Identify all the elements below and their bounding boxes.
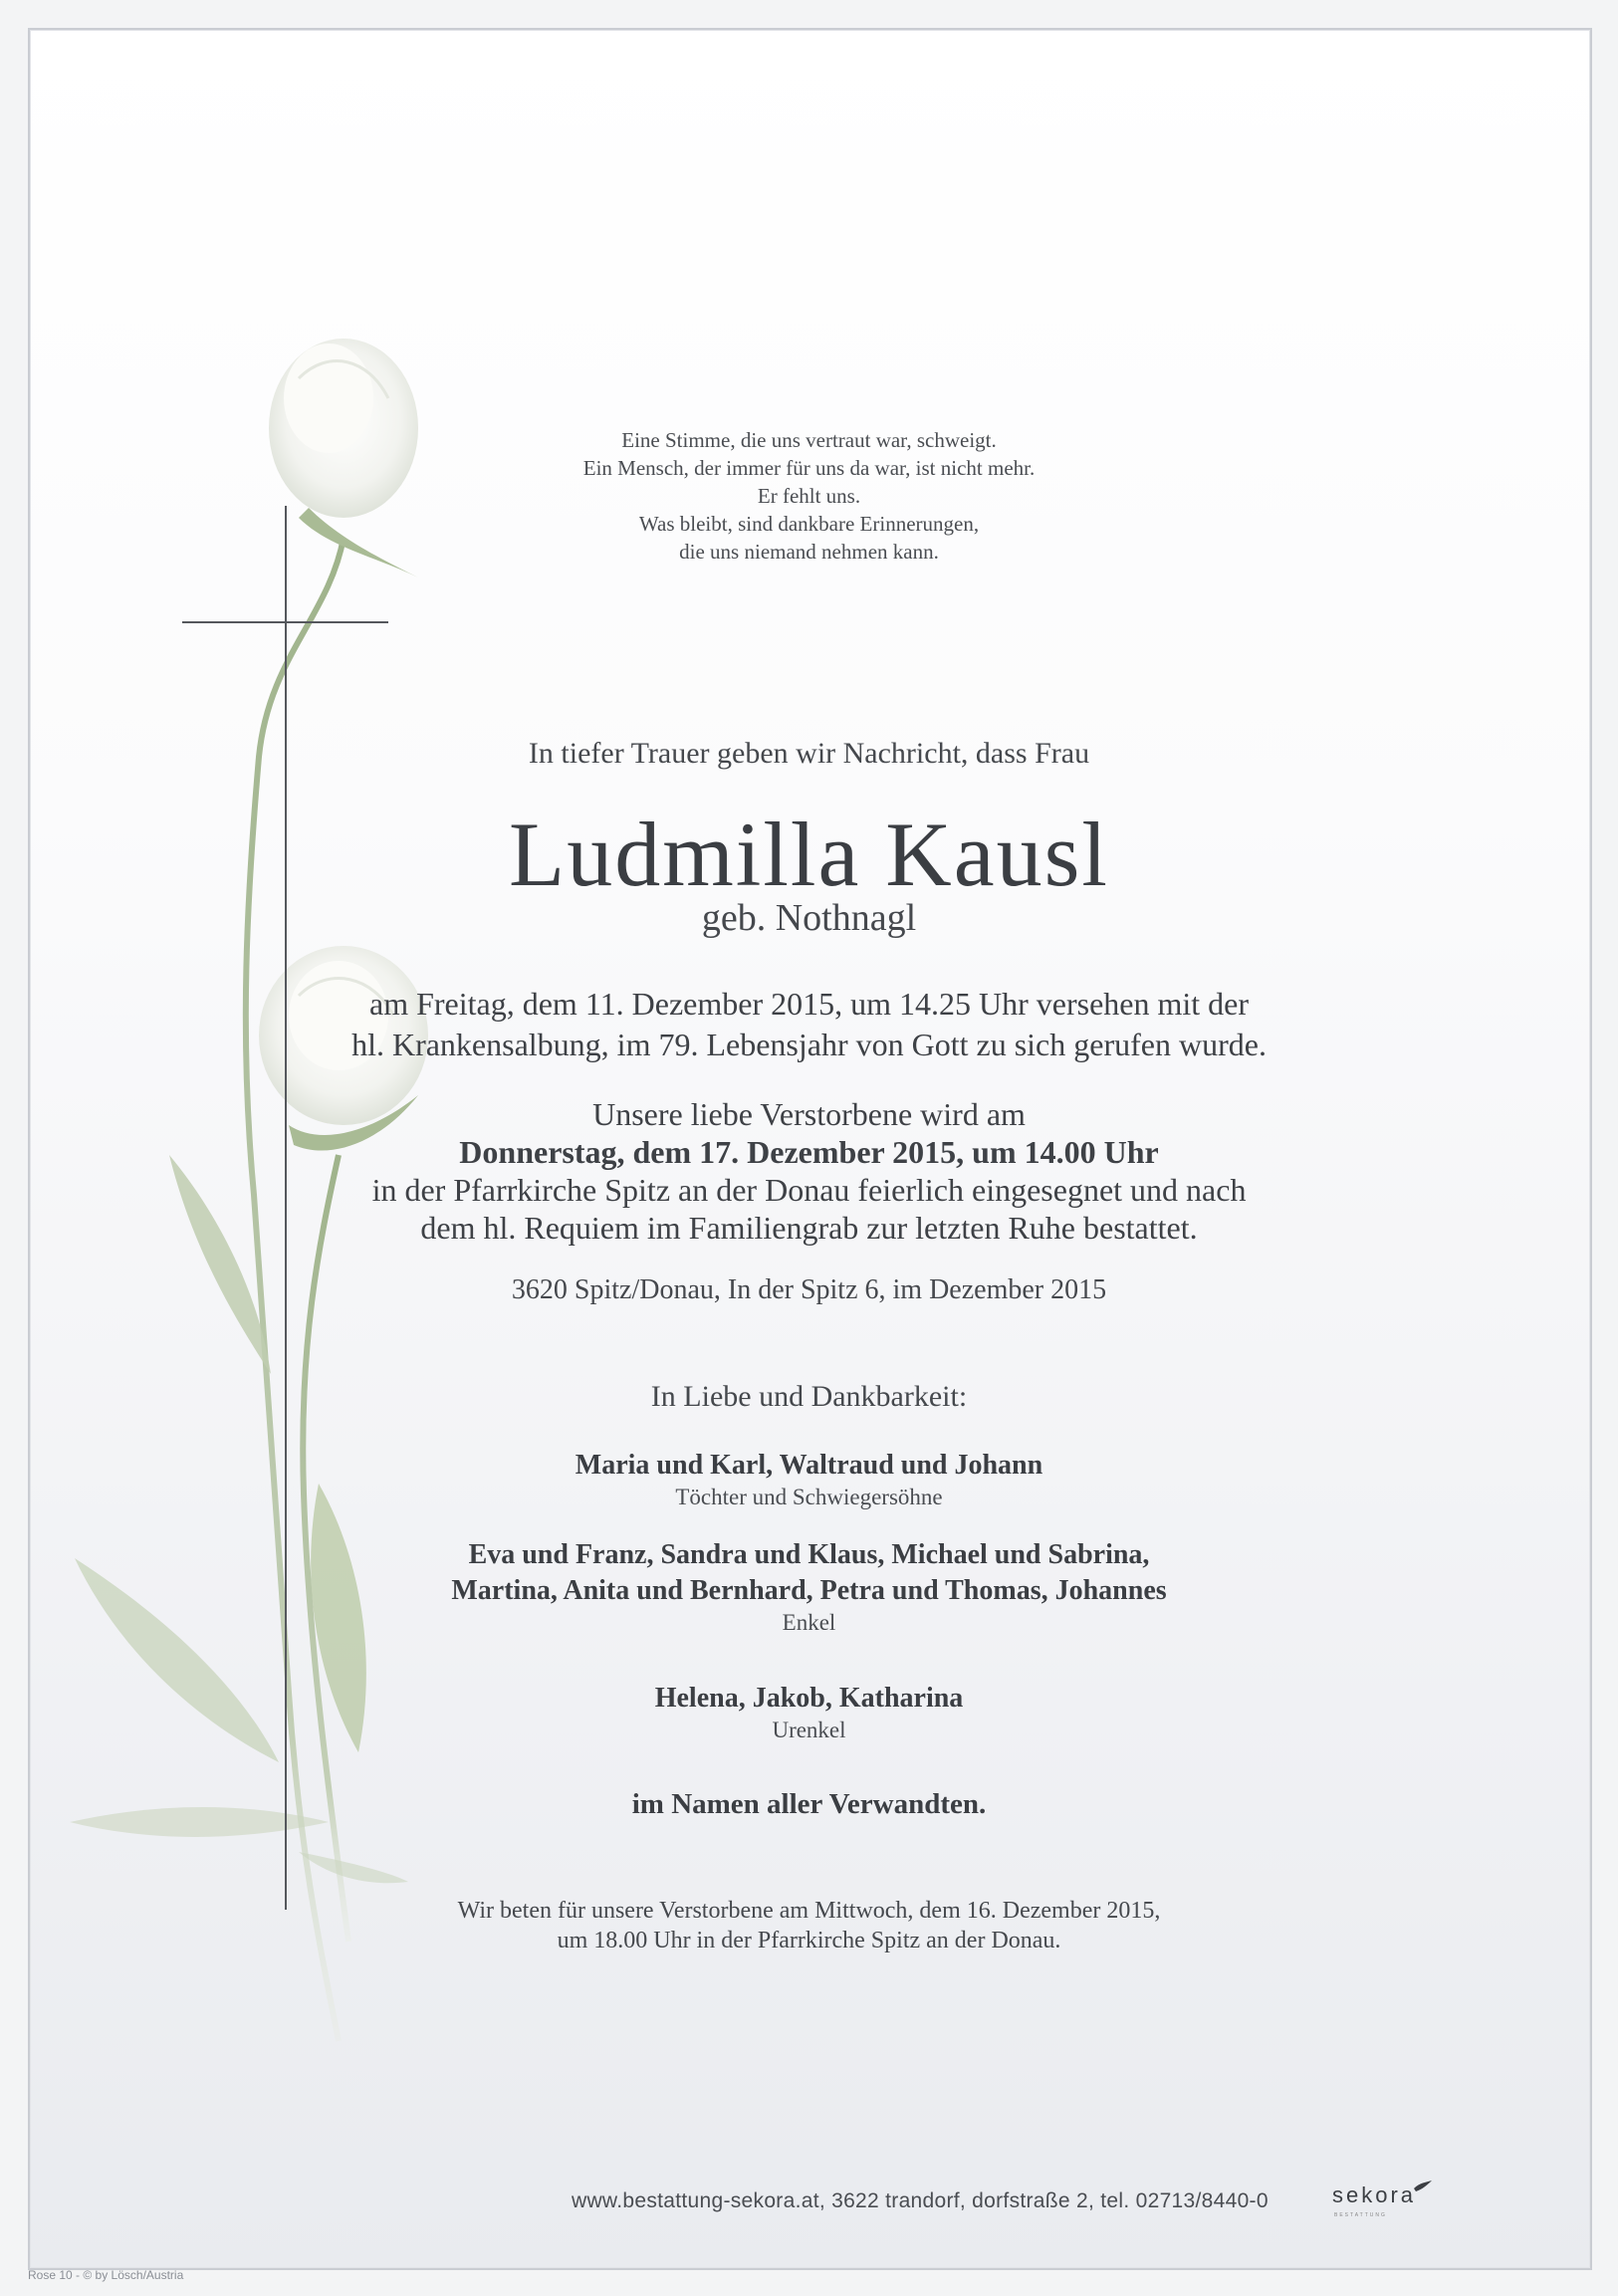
logo-subtitle: BESTATTUNG: [1334, 2212, 1387, 2218]
address-line: 3620 Spitz/Donau, In der Spitz 6, im Dezember 2015: [511, 1274, 1107, 1305]
mourner-role: Töchter und Schwiegersöhne: [675, 1485, 943, 1509]
funeral-date: Donnerstag, dem 17. Dezember 2015, um 14.00 Uhr: [459, 1134, 1159, 1170]
poem: [0, 426, 1618, 566]
poem-line: Er fehlt uns.: [757, 484, 861, 508]
prayer-notice: [0, 1896, 1618, 1955]
prayer-line: Wir beten für unsere Verstorbene am Mittwoch, dem 16. Dezember 2015,: [457, 1898, 1161, 1924]
poem-line: Was bleibt, sind dankbare Erinnerungen,: [638, 512, 980, 536]
image-credit: Rose 10 - © by Lösch/Austria: [28, 2268, 184, 2282]
mourner-names: Eva und Franz, Sandra und Klaus, Michael und Sabrina,: [468, 1539, 1150, 1570]
death-line: hl. Krankensalbung, im 79. Lebensjahr von Gott zu sich gerufen wurde.: [351, 1027, 1267, 1062]
poem-line: die uns niemand nehmen kann.: [679, 540, 939, 564]
leaf-5: [299, 1852, 408, 1883]
funeral-notice: [0, 1095, 1618, 1247]
poem-line: Eine Stimme, die uns vertraut war, schweigt.: [621, 428, 997, 452]
mourner-group-daughters: [0, 1448, 1618, 1511]
deceased-name: Ludmilla Kausl: [509, 804, 1109, 905]
bird-icon: [1412, 2179, 1434, 2194]
mourner-names: Helena, Jakob, Katharina: [654, 1683, 964, 1714]
mourner-group-grandchildren: [0, 1537, 1618, 1637]
death-notice: [0, 984, 1618, 1065]
mourner-role: Urenkel: [772, 1718, 846, 1742]
death-line: am Freitag, dem 11. Dezember 2015, um 14.25 Uhr versehen mit der: [368, 986, 1249, 1022]
mourner-role: Enkel: [782, 1610, 836, 1635]
maiden-name: geb. Nothnagl: [701, 897, 917, 939]
mourner-names: Martina, Anita und Bernhard, Petra und Thomas, Johannes: [451, 1575, 1167, 1606]
intro-text: In tiefer Trauer geben wir Nachricht, dass Frau: [528, 737, 1090, 770]
prayer-line: um 18.00 Uhr in der Pfarrkirche Spitz an der Donau.: [557, 1928, 1061, 1953]
poem-line: Ein Mensch, der immer für uns da war, ist nicht mehr.: [582, 456, 1036, 480]
footer-contact: www.bestattung-sekora.at, 3622 trandorf, dorfstraße 2, tel. 02713/8440-0: [572, 2189, 1269, 2212]
funeral-line: dem hl. Requiem im Familiengrab zur letzten Ruhe bestattet.: [420, 1210, 1198, 1246]
closing-line: im Namen aller Verwandten.: [631, 1788, 987, 1820]
sekora-logo: sekora: [1332, 2182, 1417, 2207]
mourner-group-greatgrandchildren: [0, 1681, 1618, 1744]
funeral-line: in der Pfarrkirche Spitz an der Donau feierlich eingesegnet und nach: [371, 1172, 1247, 1208]
thanks-heading: In Liebe und Dankbarkeit:: [650, 1380, 968, 1413]
funeral-line: Unsere liebe Verstorbene wird am: [592, 1096, 1026, 1132]
mourner-names: Maria und Karl, Waltraud und Johann: [575, 1450, 1043, 1481]
